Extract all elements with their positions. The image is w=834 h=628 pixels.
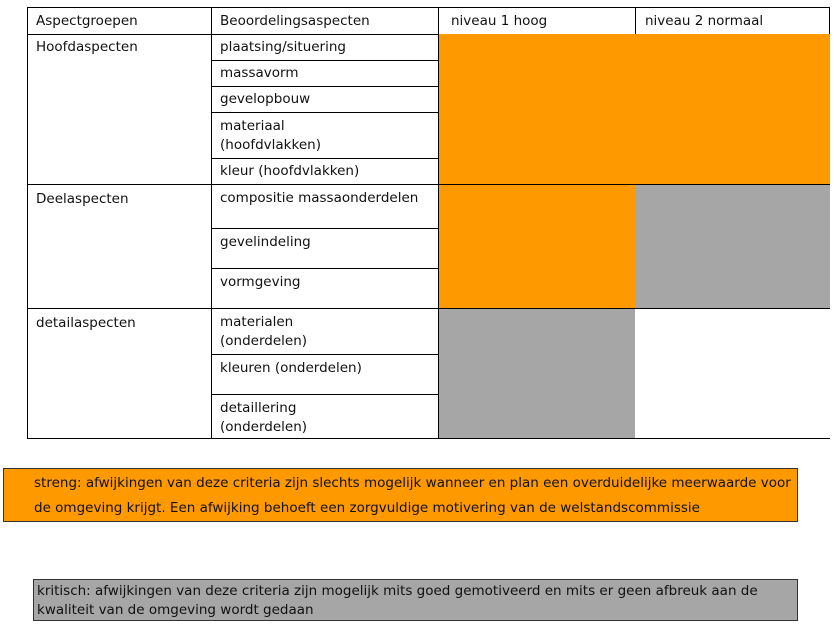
- rule: [211, 394, 438, 395]
- rule: [829, 7, 830, 34]
- legend-kritisch: kritisch: afwijkingen van deze criteria zijn mogelijk mits goed gemotiveerd en mits er geen afbreuk aan de kwaliteit van de omgeving wordt gedaan: [33, 579, 798, 621]
- header-beoordelingsaspecten: Beoordelingsaspecten: [220, 13, 370, 29]
- rule: [211, 228, 438, 229]
- group-deelaspecten: Deelaspecten: [36, 191, 129, 207]
- rule: [438, 7, 439, 439]
- aspect-gevelindeling: gevelindeling: [220, 234, 311, 250]
- legend-streng: streng: afwijkingen van deze criteria zijn slechts mogelijk wanneer en plan een overduidelijke meerwaarde voor de omgeving krijgt. Een afwijking behoeft een zorgvuldige motivering van de welstandscommissie: [3, 468, 798, 522]
- detail-niveau-2-fill: [635, 308, 830, 439]
- header-aspectgroepen: Aspectgroepen: [36, 13, 138, 29]
- aspect-materialen: materialen (onderdelen): [220, 314, 308, 349]
- group-hoofdaspecten: Hoofdaspecten: [36, 39, 138, 55]
- rule: [211, 158, 438, 159]
- rule: [27, 184, 830, 185]
- aspect-compositie: compositie massaonderdelen: [220, 190, 419, 206]
- rule: [27, 7, 28, 439]
- rule: [211, 112, 438, 113]
- detail-niveau-1-fill: [438, 308, 635, 439]
- aspect-detaillering: detaillering (onderdelen): [220, 400, 308, 435]
- rule: [635, 7, 636, 34]
- rule: [211, 7, 212, 439]
- deel-niveau-1-fill: [438, 184, 635, 308]
- rule: [27, 438, 830, 439]
- aspect-kleuren: kleuren (onderdelen): [220, 360, 362, 376]
- aspect-massavorm: massavorm: [220, 65, 299, 81]
- group-detailaspecten: detailaspecten: [36, 315, 136, 331]
- hoofd-niveau-1-fill: [438, 34, 635, 184]
- header-niveau-1: niveau 1 hoog: [451, 13, 548, 29]
- rule: [211, 268, 438, 269]
- criteria-table: [27, 7, 830, 439]
- rule: [211, 86, 438, 87]
- aspect-vormgeving: vormgeving: [220, 274, 301, 290]
- rule: [27, 308, 830, 309]
- rule: [211, 354, 438, 355]
- aspect-kleur: kleur (hoofdvlakken): [220, 163, 360, 179]
- hoofd-niveau-2-fill: [635, 34, 830, 184]
- rule: [211, 60, 438, 61]
- aspect-materiaal: materiaal (hoofdvlakken): [220, 118, 321, 153]
- deel-niveau-2-fill: [635, 184, 830, 308]
- aspect-gevelopbouw: gevelopbouw: [220, 91, 311, 107]
- header-niveau-2: niveau 2 normaal: [645, 13, 764, 29]
- rule: [27, 34, 438, 35]
- rule: [27, 7, 830, 8]
- aspect-plaatsing: plaatsing/situering: [220, 39, 346, 55]
